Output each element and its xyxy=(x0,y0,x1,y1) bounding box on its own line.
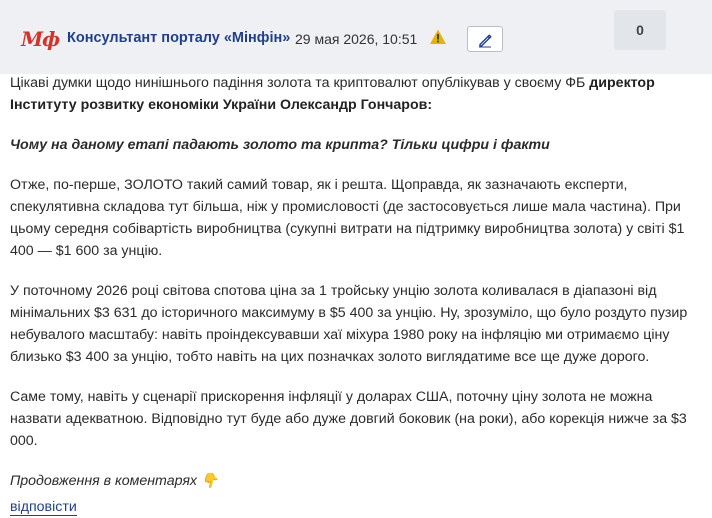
minfin-logo: Мф xyxy=(21,27,60,51)
post-heading: Чому на даному етапі падають золото та крипта? Тільки цифри і факти xyxy=(10,137,550,153)
paragraph-3: Саме тому, навіть у сценарії прискорення інфляції у доларах США, поточну ціну золота не можна назвати адекватною. Відповідно тут буде або дуже довгий боковик (на роки), або корекція нижче за $3 000. xyxy=(10,389,687,449)
paragraph-1: Отже, по-перше, ЗОЛОТО такий самий товар, як і решта. Щоправда, як зазначають експерти, спекулятивна складова тут більша, ніж у промисловості (де застосовується лише мала частина). При цьому середня собівартість виробництва (сукупні витрати на підтримку виробництва золота) у світі $1 400 — $1 600 за унцію. xyxy=(10,177,685,259)
author-name[interactable]: Консультант порталу «Мінфін» xyxy=(67,30,291,46)
continuation-note: Продовження в коментарях 👇 xyxy=(10,473,219,489)
intro-paragraph xyxy=(10,72,700,116)
paragraph-2: У поточному 2026 році світова спотова ціна за 1 тройську унцію золота коливалася в діапазоні від мінімальних $3 631 до історичного максимуму в $5 400 за унцію. Ну, зрозуміло, що було роздуто пузир небувалого масштабу: навіть проіндексувавши хаї міхура 1980 року на інфляцію ми отримаємо ціну близько $3 400 за унцію, тобто навіть на цих позначках золото виглядатиме все ще дуже дорого. xyxy=(10,283,688,365)
reply-link[interactable]: відповісти xyxy=(10,499,77,515)
intro-author-bold: директор Інституту розвитку економіки України Олександр Гончаров: xyxy=(10,75,655,113)
post-date: 29 мая 2026, 10:51 xyxy=(295,31,418,47)
pencil-icon xyxy=(477,32,493,48)
warning-icon[interactable] xyxy=(429,28,447,46)
edit-button[interactable] xyxy=(467,26,503,52)
post-body xyxy=(10,72,700,518)
rating-counter[interactable]: 0 xyxy=(614,10,666,50)
intro-text: Цікаві думки щодо нинішнього падіння золота та криптовалют опублікував у своєму ФБ xyxy=(10,75,590,91)
post-header xyxy=(0,0,712,74)
